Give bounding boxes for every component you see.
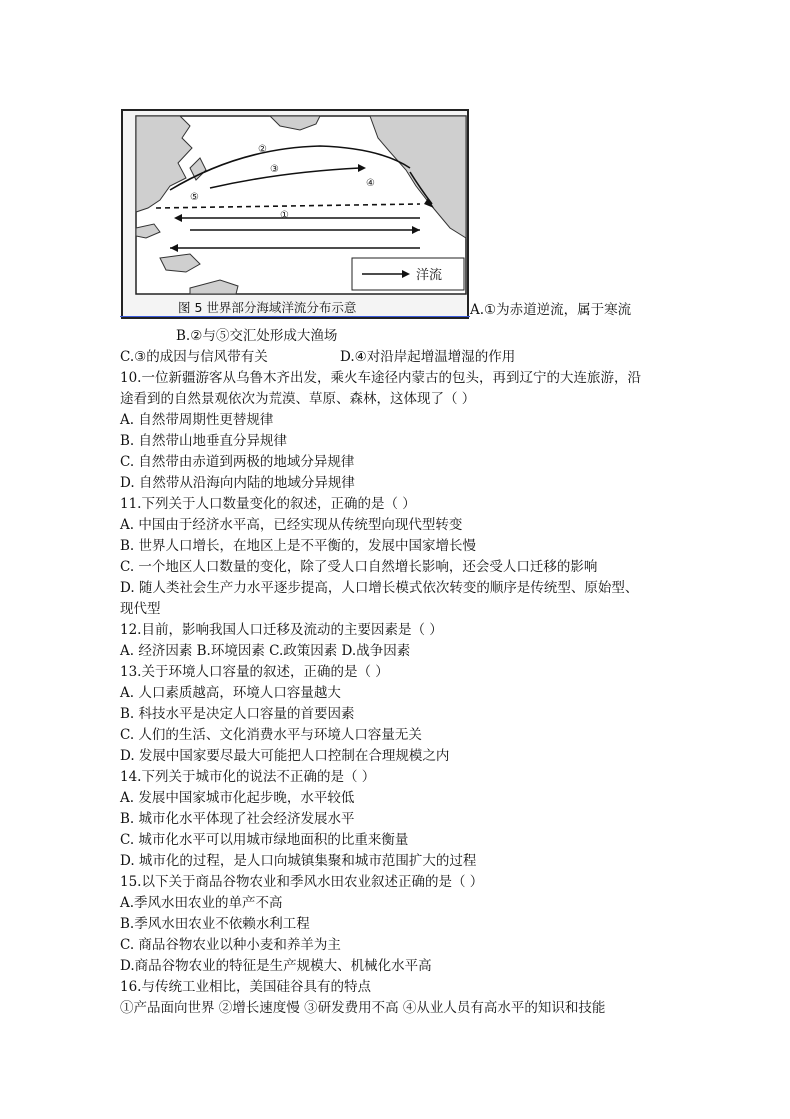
ocean-current-map — [120, 108, 470, 320]
text-line: B. 城市化水平体现了社会经济发展水平 — [120, 811, 355, 827]
text-line: C. 人们的生活、文化消费水平与环境人口容量无关 — [120, 727, 422, 743]
text-line: D. 城市化的过程，是人口向城镇集聚和城市范围扩大的过程 — [120, 853, 477, 869]
text-line: 15.以下关于商品谷物农业和季风水田农业叙述正确的是（ ） — [120, 874, 484, 890]
text-line: B.季风水田农业不依赖水利工程 — [120, 916, 310, 932]
text-line: A.季风水田农业的单产不高 — [120, 895, 283, 911]
q9-option-d: D.④对沿岸起增温增湿的作用 — [340, 349, 516, 365]
text-line: D. 发展中国家要尽最大可能把人口控制在合理规模之内 — [120, 748, 450, 764]
legend-label: 洋流 — [416, 268, 443, 283]
text-line: D. 自然带从沿海向内陆的地域分异规律 — [120, 475, 355, 491]
marker-1: ① — [280, 210, 289, 221]
text-line: D. 随人类社会生产力水平逐步提高，人口增长模式依次转变的顺序是传统型、原始型、 — [120, 580, 639, 596]
text-line: 16.与传统工业相比，美国硅谷具有的特点 — [120, 979, 371, 995]
text-line: A. 人口素质越高，环境人口容量越大 — [120, 685, 341, 701]
text-line: 14.下列关于城市化的说法不正确的是（ ） — [120, 769, 376, 785]
text-line: 途看到的自然景观依次为荒漠、草原、森林，这体现了（ ） — [120, 391, 476, 407]
text-line: C. 自然带由赤道到两极的地域分异规律 — [120, 454, 355, 470]
text-line: A. 经济因素 B.环境因素 C.政策因素 D.战争因素 — [120, 643, 411, 659]
text-line: 12.目前，影响我国人口迁移及流动的主要因素是（ ） — [120, 622, 443, 638]
text-line: B. 科技水平是决定人口容量的首要因素 — [120, 706, 355, 722]
marker-3: ③ — [270, 164, 279, 175]
text-line: A. 中国由于经济水平高，已经实现从传统型向现代型转变 — [120, 517, 463, 533]
text-line: C. 一个地区人口数量的变化，除了受人口自然增长影响，还会受人口迁移的影响 — [120, 559, 598, 575]
text-line: ①产品面向世界 ②增长速度慢 ③研发费用不高 ④从业人员有高水平的知识和技能 — [120, 1000, 606, 1016]
text-line: A. 自然带周期性更替规律 — [120, 412, 274, 428]
text-line: 10.一位新疆游客从乌鲁木齐出发，乘火车途径内蒙古的包头，再到辽宁的大连旅游，沿 — [120, 370, 641, 386]
link-underline — [120, 316, 470, 317]
text-line: D.商品谷物农业的特征是生产规模大、机械化水平高 — [120, 958, 432, 974]
marker-5: ⑤ — [190, 192, 199, 203]
marker-4: ④ — [366, 178, 375, 189]
q9-option-b: B.②与⑤交汇处形成大渔场 — [176, 328, 338, 344]
text-line: 11.下列关于人口数量变化的叙述，正确的是（ ） — [120, 496, 416, 512]
marker-2: ② — [258, 144, 267, 155]
text-line: A. 发展中国家城市化起步晚，水平较低 — [120, 790, 355, 806]
q9-option-c: C.③的成因与信风带有关 — [120, 349, 268, 365]
text-line: 13.关于环境人口容量的叙述，正确的是（ ） — [120, 664, 389, 680]
text-line: B. 自然带山地垂直分异规律 — [120, 433, 288, 449]
text-line: B. 世界人口增长，在地区上是不平衡的，发展中国家增长慢 — [120, 538, 477, 554]
text-line: 现代型 — [120, 601, 161, 617]
figure-caption: 图 5 世界部分海域洋流分布示意 — [178, 300, 357, 315]
q9-option-a: A.①为赤道逆流，属于寒流 — [470, 302, 632, 318]
text-line: C. 城市化水平可以用城市绿地面积的比重来衡量 — [120, 832, 409, 848]
text-line: C. 商品谷物农业以种小麦和养羊为主 — [120, 937, 341, 953]
